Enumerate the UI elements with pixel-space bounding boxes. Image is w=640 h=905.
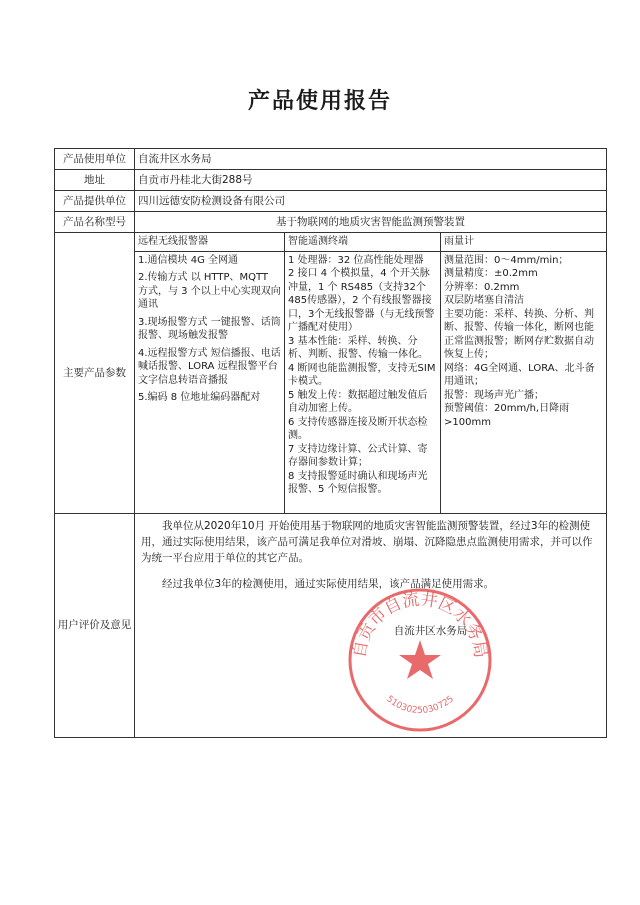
params-body-row <box>55 251 607 513</box>
row-address <box>55 170 607 191</box>
params-col2 <box>285 251 441 513</box>
seal-name: 自贡市自流井区水务局 <box>349 589 491 660</box>
col2-item: 5 触发上传：数据超过触发值后自动加密上传。 <box>288 389 428 414</box>
col2-item: 7 支持边缘计算、公式计算、寄存器间参数计算； <box>288 443 428 468</box>
row-model <box>55 212 607 233</box>
unit-value: 自流井区水务局 <box>135 149 607 170</box>
evaluation-label: 用户评价及意见 <box>55 513 135 737</box>
params-header-row <box>55 233 607 252</box>
model-label: 产品名称型号 <box>55 212 135 233</box>
col1-item: 3.现场报警方式 一键报警、话筒报警、现场触发报警 <box>138 316 281 341</box>
col2-item: 4 断网也能监测报警，支持无SIM 卡模式。 <box>288 362 436 387</box>
report-table <box>54 148 607 738</box>
col3-item: 测量精度：±0.2mm <box>444 268 538 279</box>
col3-item: 预警阈值：20mm/h,日降雨>100mm <box>444 403 570 428</box>
col3-item: 测量范围：0～4mm/min； <box>444 254 569 266</box>
col1-item: 2.传输方式 以 HTTP、MQTT 方式，与 3 个以上中心实现双向通讯 <box>138 272 281 310</box>
evaluation-row <box>55 513 607 737</box>
col3-item: 报警：现场声光广播； <box>444 389 544 401</box>
page-title: 产品使用报告 <box>247 89 392 114</box>
row-provider <box>55 191 607 212</box>
params-col3-header: 雨量计 <box>441 233 607 252</box>
col3-item: 网络：4G全网通、LORA、北斗备用通讯； <box>444 362 595 387</box>
evaluation-content <box>135 513 607 737</box>
params-col3 <box>441 251 607 513</box>
provider-label: 产品提供单位 <box>55 191 135 212</box>
address-label: 地址 <box>55 170 135 191</box>
col2-item: 1 处理器：32 位高性能处理器 <box>288 254 424 266</box>
col1-item: 5.编码 8 位地址编码器配对 <box>138 392 261 403</box>
col3-item: 主要功能：采样、转换、分析、判断、报警、传输一体化，断网也能正常监测报警；断网存贮数据自动恢复上传； <box>444 308 594 360</box>
params-col1 <box>135 251 285 513</box>
params-col1-header: 远程无线报警器 <box>135 233 285 252</box>
seal-code: 5103025030725 <box>384 694 456 716</box>
col1-item: 4.远程报警方式 短信播报、电话喊话报警、LORA 远程报警平台文字信息转语音播报 <box>138 347 281 386</box>
address-value: 自贡市丹桂北大街288号 <box>135 170 607 191</box>
params-col2-header: 智能遥测终端 <box>285 233 441 252</box>
col1-item: 1.通信模块 4G 全网通 <box>138 254 239 266</box>
col2-item: 3 基本性能：采样、转换、分析、判断、报警、传输一体化。 <box>288 335 428 360</box>
col2-item: 6 支持传感器连接及断开状态检测。 <box>288 416 428 441</box>
evaluation-paragraph-1: 我单位从2020年10月 开始使用基于物联网的地质灾害智能监测预警装置，经过3年的检测使用，通过实际使用结果，该产品可满足我单位对滑坡、崩塌、沉降隐患点监测使用需求，并可以作为统一平台应用于单位的其它产品。 <box>141 519 593 565</box>
col2-item: 8 支持报警延时确认和现场声光报警、5 个短信报警。 <box>288 470 428 495</box>
provider-value: 四川远德安防检测设备有限公司 <box>135 191 607 212</box>
col3-item: 分辨率：0.2mm <box>444 281 520 293</box>
col2-item: 2 接口 4 个模拟量，4 个开关脉冲量，1 个 RS485（支持32个485传感器），2 个有线报警器接口，3个无线报警器（与无线预警广播配对使用） <box>288 268 435 333</box>
signature: 自流井区水务局 <box>393 624 468 637</box>
col3-item: 双层防堵塞自清洁 <box>444 295 524 306</box>
model-value: 基于物联网的地质灾害智能监测预警装置 <box>135 212 607 233</box>
unit-label: 产品使用单位 <box>55 149 135 170</box>
row-unit <box>55 149 607 170</box>
evaluation-paragraph-2: 经过我单位3年的检测使用，通过实际使用结果，该产品满足使用需求。 <box>162 578 495 591</box>
params-label: 主要产品参数 <box>55 233 135 514</box>
